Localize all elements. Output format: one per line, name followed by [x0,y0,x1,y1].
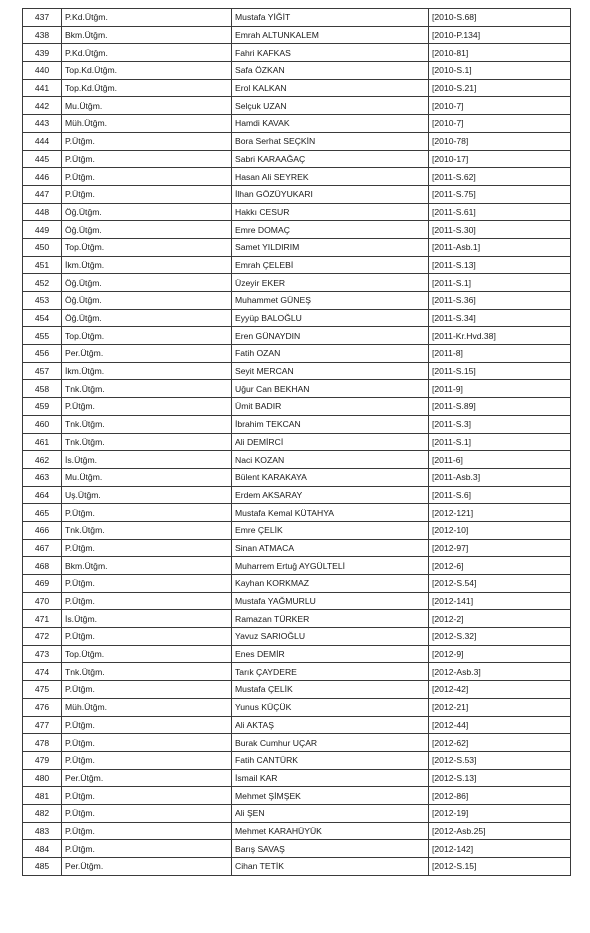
rank-cell: P.Kd.Ütğm. [62,9,232,27]
rank-cell: Per.Ütğm. [62,345,232,363]
code-cell: [2012-42] [429,681,571,699]
personnel-table [22,8,571,876]
code-cell: [2010-17] [429,150,571,168]
rank-cell: Tnk.Ütğm. [62,521,232,539]
name-cell: Mustafa YAĞMURLU [232,592,429,610]
row-number: 476 [23,698,62,716]
row-number: 484 [23,840,62,858]
row-number: 470 [23,592,62,610]
table-row [23,486,571,504]
row-number: 456 [23,345,62,363]
rank-cell: Top.Kd.Ütğm. [62,62,232,80]
code-cell: [2010-S.1] [429,62,571,80]
rank-cell: P.Ütğm. [62,628,232,646]
table-row [23,203,571,221]
row-number: 450 [23,238,62,256]
rank-cell: İs.Ütğm. [62,610,232,628]
name-cell: Ümit BADIR [232,398,429,416]
table-row [23,451,571,469]
row-number: 477 [23,716,62,734]
table-row [23,858,571,876]
row-number: 483 [23,822,62,840]
row-number: 466 [23,521,62,539]
code-cell: [2010-P.134] [429,26,571,44]
rank-cell: Öğ.Ütğm. [62,309,232,327]
name-cell: Safa ÖZKAN [232,62,429,80]
table-row [23,787,571,805]
table-row [23,168,571,186]
rank-cell: İkm.Ütğm. [62,256,232,274]
name-cell: Cihan TETİK [232,858,429,876]
code-cell: [2012-Asb.3] [429,663,571,681]
table-row [23,44,571,62]
code-cell: [2012-S.32] [429,628,571,646]
name-cell: Hakkı CESUR [232,203,429,221]
row-number: 449 [23,221,62,239]
table-row [23,433,571,451]
row-number: 482 [23,804,62,822]
code-cell: [2011-S.1] [429,274,571,292]
row-number: 448 [23,203,62,221]
name-cell: Eyyüp BALOĞLU [232,309,429,327]
table-row [23,9,571,27]
rank-cell: Tnk.Ütğm. [62,380,232,398]
table-row [23,575,571,593]
table-row [23,362,571,380]
code-cell: [2010-7] [429,115,571,133]
row-number: 479 [23,751,62,769]
row-number: 463 [23,468,62,486]
code-cell: [2011-S.13] [429,256,571,274]
name-cell: Naci KOZAN [232,451,429,469]
rank-cell: P.Ütğm. [62,751,232,769]
table-row [23,769,571,787]
name-cell: Emre ÇELİK [232,521,429,539]
code-cell: [2012-97] [429,539,571,557]
code-cell: [2011-S.36] [429,292,571,310]
row-number: 452 [23,274,62,292]
table-row [23,115,571,133]
code-cell: [2011-S.61] [429,203,571,221]
code-cell: [2011-6] [429,451,571,469]
table-row [23,62,571,80]
row-number: 471 [23,610,62,628]
name-cell: İbrahim TEKCAN [232,415,429,433]
name-cell: Emre DOMAÇ [232,221,429,239]
rank-cell: P.Ütğm. [62,716,232,734]
rank-cell: P.Ütğm. [62,132,232,150]
table-row [23,592,571,610]
rank-cell: Öğ.Ütğm. [62,203,232,221]
name-cell: Ali DEMİRCİ [232,433,429,451]
rank-cell: Tnk.Ütğm. [62,433,232,451]
code-cell: [2011-S.30] [429,221,571,239]
rank-cell: P.Ütğm. [62,804,232,822]
rank-cell: P.Ütğm. [62,575,232,593]
table-row [23,97,571,115]
code-cell: [2011-Asb.1] [429,238,571,256]
code-cell: [2012-86] [429,787,571,805]
name-cell: Muharrem Ertuğ AYGÜLTELİ [232,557,429,575]
table-row [23,557,571,575]
rank-cell: P.Ütğm. [62,168,232,186]
code-cell: [2010-S.21] [429,79,571,97]
row-number: 475 [23,681,62,699]
row-number: 472 [23,628,62,646]
name-cell: Erol KALKAN [232,79,429,97]
row-number: 462 [23,451,62,469]
table-row [23,256,571,274]
rank-cell: P.Kd.Ütğm. [62,44,232,62]
table-row [23,751,571,769]
code-cell: [2012-2] [429,610,571,628]
code-cell: [2012-10] [429,521,571,539]
row-number: 457 [23,362,62,380]
name-cell: Fatih CANTÜRK [232,751,429,769]
name-cell: Ali AKTAŞ [232,716,429,734]
name-cell: Tarık ÇAYDERE [232,663,429,681]
name-cell: Ramazan TÜRKER [232,610,429,628]
table-row [23,521,571,539]
name-cell: Yavuz SARIOĞLU [232,628,429,646]
code-cell: [2010-81] [429,44,571,62]
row-number: 445 [23,150,62,168]
code-cell: [2012-S.54] [429,575,571,593]
table-row [23,185,571,203]
rank-cell: Öğ.Ütğm. [62,292,232,310]
table-row [23,398,571,416]
code-cell: [2012-141] [429,592,571,610]
table-row [23,221,571,239]
row-number: 441 [23,79,62,97]
personnel-table-body [23,9,571,876]
name-cell: Hamdi KAVAK [232,115,429,133]
row-number: 446 [23,168,62,186]
name-cell: Barış SAVAŞ [232,840,429,858]
row-number: 485 [23,858,62,876]
code-cell: [2012-19] [429,804,571,822]
rank-cell: P.Ütğm. [62,592,232,610]
table-row [23,610,571,628]
rank-cell: Müh.Ütğm. [62,698,232,716]
rank-cell: Öğ.Ütğm. [62,274,232,292]
code-cell: [2011-Kr.Hvd.38] [429,327,571,345]
table-row [23,698,571,716]
name-cell: Samet YILDIRIM [232,238,429,256]
row-number: 459 [23,398,62,416]
rank-cell: Per.Ütğm. [62,769,232,787]
table-row [23,504,571,522]
code-cell: [2011-S.34] [429,309,571,327]
rank-cell: Top.Ütğm. [62,238,232,256]
name-cell: Yunus KÜÇÜK [232,698,429,716]
row-number: 460 [23,415,62,433]
row-number: 478 [23,734,62,752]
table-row [23,380,571,398]
row-number: 440 [23,62,62,80]
name-cell: Burak Cumhur UÇAR [232,734,429,752]
code-cell: [2010-7] [429,97,571,115]
code-cell: [2011-S.3] [429,415,571,433]
table-row [23,132,571,150]
rank-cell: P.Ütğm. [62,504,232,522]
table-row [23,645,571,663]
code-cell: [2012-62] [429,734,571,752]
row-number: 461 [23,433,62,451]
rank-cell: İs.Ütğm. [62,451,232,469]
code-cell: [2012-9] [429,645,571,663]
name-cell: Ali ŞEN [232,804,429,822]
name-cell: Muhammet GÜNEŞ [232,292,429,310]
code-cell: [2011-S.62] [429,168,571,186]
rank-cell: Per.Ütğm. [62,858,232,876]
name-cell: Mehmet KARAHÜYÜK [232,822,429,840]
row-number: 465 [23,504,62,522]
table-row [23,415,571,433]
table-row [23,345,571,363]
row-number: 451 [23,256,62,274]
rank-cell: Müh.Ütğm. [62,115,232,133]
row-number: 480 [23,769,62,787]
rank-cell: Tnk.Ütğm. [62,415,232,433]
row-number: 453 [23,292,62,310]
name-cell: Eren GÜNAYDIN [232,327,429,345]
table-row [23,681,571,699]
rank-cell: Top.Ütğm. [62,645,232,663]
rank-cell: Top.Ütğm. [62,327,232,345]
code-cell: [2012-6] [429,557,571,575]
rank-cell: P.Ütğm. [62,734,232,752]
code-cell: [2011-9] [429,380,571,398]
table-row [23,539,571,557]
table-row [23,804,571,822]
table-row [23,238,571,256]
table-row [23,663,571,681]
code-cell: [2012-S.13] [429,769,571,787]
name-cell: İsmail KAR [232,769,429,787]
name-cell: Kayhan KORKMAZ [232,575,429,593]
table-row [23,309,571,327]
code-cell: [2011-Asb.3] [429,468,571,486]
row-number: 447 [23,185,62,203]
code-cell: [2010-S.68] [429,9,571,27]
table-row [23,734,571,752]
name-cell: Üzeyir EKER [232,274,429,292]
code-cell: [2012-21] [429,698,571,716]
row-number: 464 [23,486,62,504]
rank-cell: P.Ütğm. [62,185,232,203]
name-cell: Bora Serhat SEÇKİN [232,132,429,150]
row-number: 473 [23,645,62,663]
table-row [23,822,571,840]
row-number: 439 [23,44,62,62]
code-cell: [2012-44] [429,716,571,734]
table-row [23,79,571,97]
row-number: 437 [23,9,62,27]
row-number: 444 [23,132,62,150]
rank-cell: Top.Kd.Ütğm. [62,79,232,97]
rank-cell: Mu.Ütğm. [62,468,232,486]
name-cell: Erdem AKSARAY [232,486,429,504]
table-row [23,150,571,168]
code-cell: [2012-S.53] [429,751,571,769]
name-cell: Mustafa Kemal KÜTAHYA [232,504,429,522]
rank-cell: P.Ütğm. [62,822,232,840]
code-cell: [2012-142] [429,840,571,858]
table-row [23,716,571,734]
row-number: 481 [23,787,62,805]
rank-cell: P.Ütğm. [62,539,232,557]
row-number: 442 [23,97,62,115]
table-row [23,26,571,44]
table-row [23,292,571,310]
name-cell: Seyit MERCAN [232,362,429,380]
row-number: 467 [23,539,62,557]
name-cell: Emrah ALTUNKALEM [232,26,429,44]
code-cell: [2012-S.15] [429,858,571,876]
rank-cell: P.Ütğm. [62,787,232,805]
row-number: 468 [23,557,62,575]
row-number: 469 [23,575,62,593]
name-cell: Fahri KAFKAS [232,44,429,62]
code-cell: [2011-S.6] [429,486,571,504]
table-row [23,274,571,292]
row-number: 443 [23,115,62,133]
name-cell: Fatih OZAN [232,345,429,363]
rank-cell: Tnk.Ütğm. [62,663,232,681]
code-cell: [2011-S.89] [429,398,571,416]
rank-cell: Mu.Ütğm. [62,97,232,115]
rank-cell: Öğ.Ütğm. [62,221,232,239]
row-number: 454 [23,309,62,327]
name-cell: Mehmet ŞİMŞEK [232,787,429,805]
rank-cell: P.Ütğm. [62,681,232,699]
name-cell: Uğur Can BEKHAN [232,380,429,398]
code-cell: [2011-S.1] [429,433,571,451]
name-cell: Enes DEMİR [232,645,429,663]
rank-cell: P.Ütğm. [62,840,232,858]
code-cell: [2011-S.75] [429,185,571,203]
code-cell: [2012-Asb.25] [429,822,571,840]
table-row [23,327,571,345]
code-cell: [2011-8] [429,345,571,363]
table-row [23,468,571,486]
row-number: 474 [23,663,62,681]
row-number: 458 [23,380,62,398]
row-number: 455 [23,327,62,345]
rank-cell: P.Ütğm. [62,398,232,416]
name-cell: İlhan GÖZÜYUKARI [232,185,429,203]
name-cell: Hasan Ali SEYREK [232,168,429,186]
name-cell: Mustafa ÇELİK [232,681,429,699]
rank-cell: Bkm.Ütğm. [62,557,232,575]
name-cell: Selçuk UZAN [232,97,429,115]
rank-cell: İkm.Ütğm. [62,362,232,380]
name-cell: Sinan ATMACA [232,539,429,557]
name-cell: Bülent KARAKAYA [232,468,429,486]
table-row [23,628,571,646]
rank-cell: Bkm.Ütğm. [62,26,232,44]
row-number: 438 [23,26,62,44]
table-row [23,840,571,858]
code-cell: [2011-S.15] [429,362,571,380]
rank-cell: Uş.Ütğm. [62,486,232,504]
name-cell: Emrah ÇELEBİ [232,256,429,274]
code-cell: [2010-78] [429,132,571,150]
name-cell: Sabri KARAAĞAÇ [232,150,429,168]
code-cell: [2012-121] [429,504,571,522]
name-cell: Mustafa YİĞİT [232,9,429,27]
rank-cell: P.Ütğm. [62,150,232,168]
